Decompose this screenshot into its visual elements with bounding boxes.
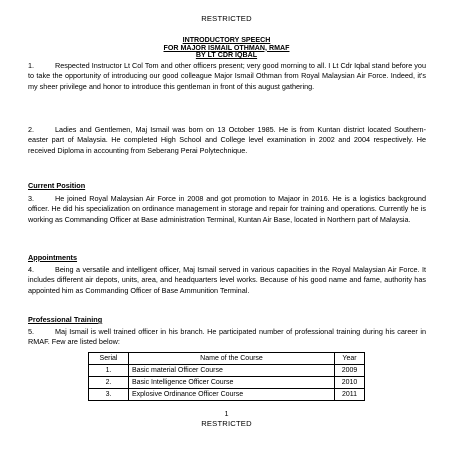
paragraph-4 bbox=[28, 265, 426, 296]
table-cell-serial: 3. bbox=[89, 389, 129, 401]
paragraph-number: 2. bbox=[28, 125, 35, 134]
paragraph-number: 5. bbox=[28, 327, 35, 336]
heading-appointments: Appointments bbox=[28, 253, 78, 262]
table-cell-year: 2010 bbox=[335, 377, 365, 389]
table-cell-course-name: Basic Intelligence Officer Course bbox=[129, 377, 335, 389]
column-header-course-name: Name of the Course bbox=[129, 353, 335, 365]
title-line-2: FOR MAJOR ISMAIL OTHMAN, RMAF bbox=[163, 43, 290, 52]
table-row bbox=[89, 365, 365, 377]
classification-header: RESTRICTED bbox=[201, 14, 252, 23]
paragraph-1 bbox=[28, 61, 426, 92]
table-header-row bbox=[89, 353, 365, 365]
paragraph-number: 4. bbox=[28, 265, 35, 274]
paragraph-text: He joined Royal Malaysian Air Force in 2008 and got promotion to Majaor in 2016. He is a logistics background officer. He did his specialization on ordinance management in storage and repair for training and operations. Currently he is working as Commanding Officer at Base administration Terminal, Kuntan Air Base, located in Northern part of Malaysia. bbox=[28, 194, 426, 224]
speech-title bbox=[0, 37, 453, 60]
table-cell-course-name: Basic material Officer Course bbox=[129, 365, 335, 377]
heading-current-position: Current Position bbox=[28, 181, 86, 190]
table-cell-serial: 2. bbox=[89, 377, 129, 389]
title-line-3: BY LT CDR IQBAL bbox=[195, 51, 258, 60]
heading-professional-training: Professional Training bbox=[28, 315, 103, 324]
page-number: 1 bbox=[224, 409, 229, 418]
course-table bbox=[88, 352, 365, 401]
paragraph-number: 1. bbox=[28, 61, 35, 70]
paragraph-3 bbox=[28, 194, 426, 225]
paragraph-5 bbox=[28, 327, 426, 348]
paragraph-text: Ladies and Gentlemen, Maj Ismail was born on 13 October 1985. He is from Kuntan district located Southern-easter part of Malaysia. He completed High School and College level examination in 2002 and 2004 respectively. He received Diploma in accounting from Seberang Perai Polytechnique. bbox=[28, 125, 426, 155]
column-header-year: Year bbox=[335, 353, 365, 365]
table-cell-year: 2009 bbox=[335, 365, 365, 377]
paragraph-2 bbox=[28, 125, 426, 156]
paragraph-number: 3. bbox=[28, 194, 35, 203]
table-cell-serial: 1. bbox=[89, 365, 129, 377]
table-cell-year: 2011 bbox=[335, 389, 365, 401]
column-header-serial: Serial bbox=[89, 353, 129, 365]
classification-footer: RESTRICTED bbox=[201, 419, 252, 428]
paragraph-text: Respected Instructor Lt Col Tom and other officers present; very good morning to all. I Lt Cdr Iqbal stand before you to take the opportunity of introducing our good colleague Major Ismail Othman from Royal Malaysian Air Force. Indeed, it's my sheer privilege and honor to introduce this gentleman in front of this august gathering. bbox=[28, 61, 426, 91]
title-line-1: INTRODUCTORY SPEECH bbox=[182, 36, 271, 44]
table-row bbox=[89, 389, 365, 401]
table-row bbox=[89, 377, 365, 389]
paragraph-text: Maj Ismail is well trained officer in his branch. He participated number of professional training during his career in RMAF. Few are listed below: bbox=[28, 327, 426, 347]
table-cell-course-name: Explosive Ordinance Officer Course bbox=[129, 389, 335, 401]
paragraph-text: Being a versatile and intelligent officer, Maj Ismail served in various capacities in the Royal Malaysian Air Force. It includes different air depots, units, area, and headquarters level works. Because of his good name and fame, authority has appointed him as Commanding Officer of Base Ammunition Terminal. bbox=[28, 265, 426, 295]
